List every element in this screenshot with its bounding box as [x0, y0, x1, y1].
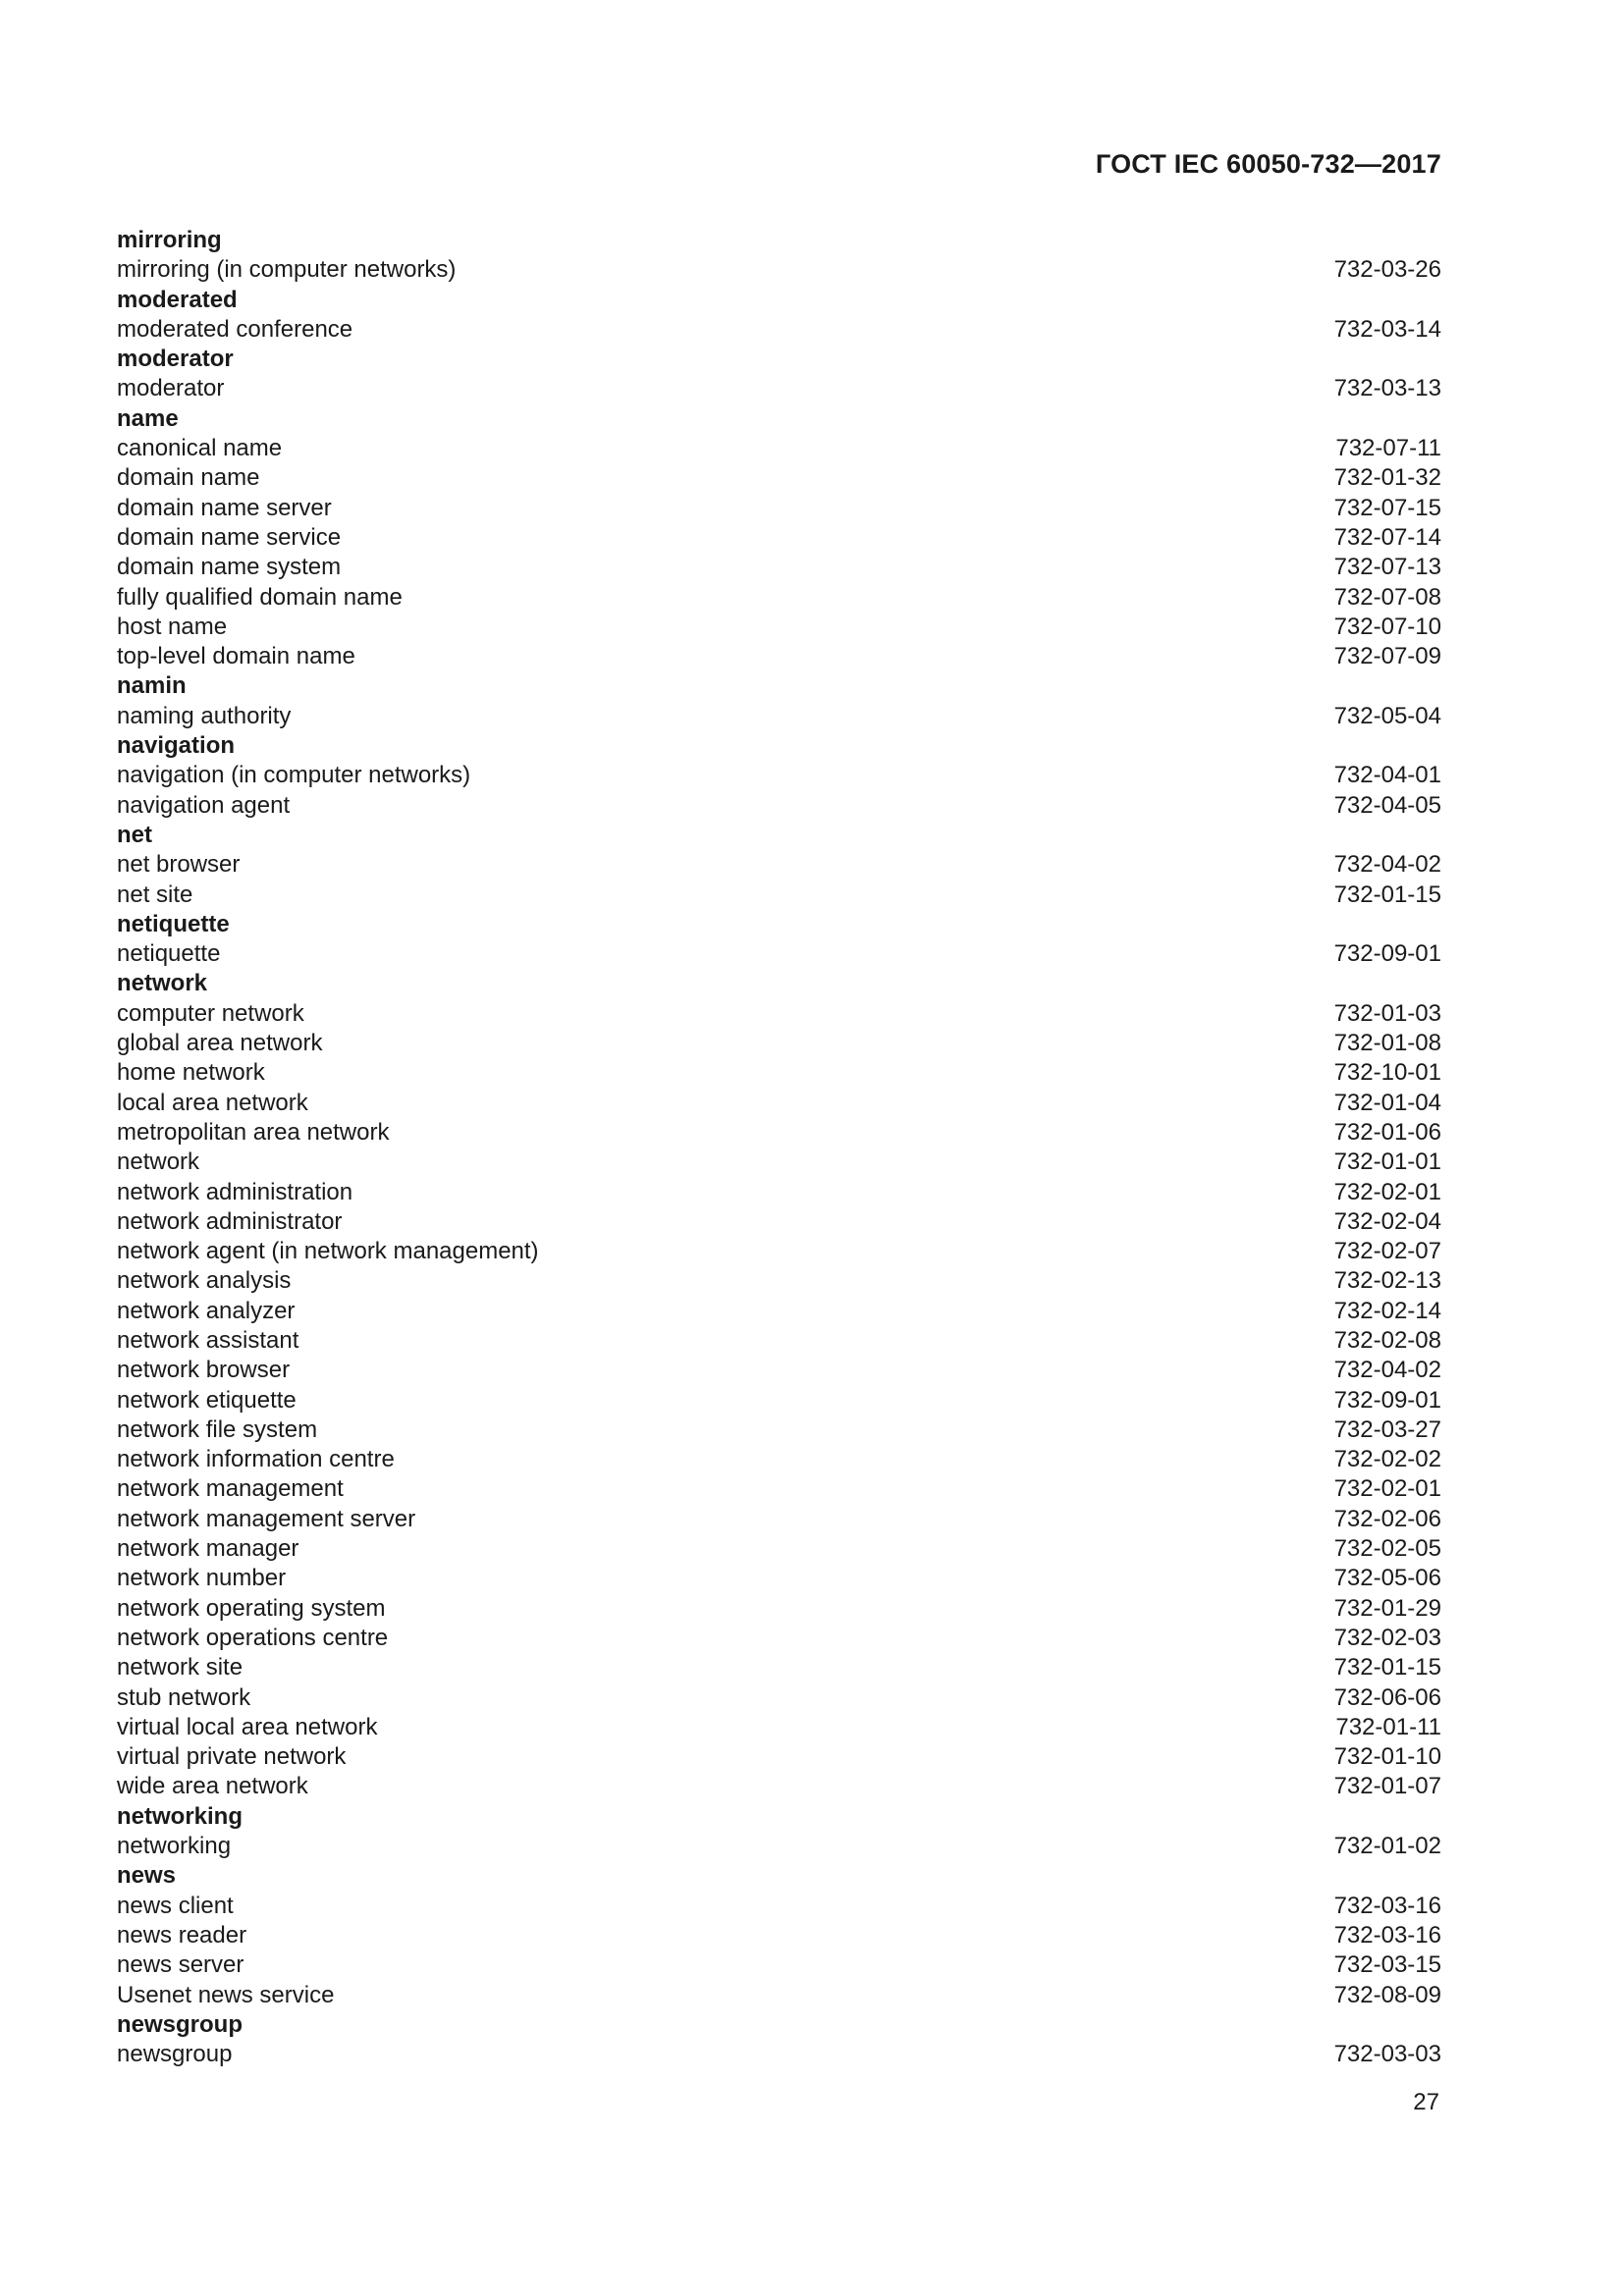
group-keyword: network [117, 970, 208, 997]
entry-reference-number: 732-07-10 [1333, 613, 1441, 640]
index-entry [117, 315, 1441, 345]
entry-reference-number: 732-01-04 [1333, 1089, 1441, 1116]
entry-term: Usenet news service [117, 1981, 335, 2008]
entry-term: network operating system [117, 1594, 386, 1622]
index-entry [117, 1981, 1441, 2010]
index-entry [117, 1892, 1441, 1921]
entry-term: network information centre [117, 1446, 395, 1473]
entry-reference-number: 732-01-15 [1333, 1654, 1441, 1682]
index-group-heading [117, 404, 1441, 434]
group-keyword: net [117, 821, 152, 848]
entry-term: top-level domain name [117, 643, 355, 670]
index-entry [117, 613, 1441, 642]
entry-reference-number: 732-04-02 [1333, 851, 1441, 879]
entry-reference-number: 732-02-01 [1333, 1178, 1441, 1205]
entry-reference-number: 732-03-14 [1333, 315, 1441, 343]
entry-reference-number: 732-09-01 [1333, 1386, 1441, 1414]
entry-reference-number: 732-02-04 [1333, 1207, 1441, 1235]
entry-term: network number [117, 1565, 287, 1592]
index-entry [117, 1742, 1441, 1772]
entry-term: network [117, 1148, 200, 1176]
index-entry [117, 2040, 1441, 2069]
group-keyword: name [117, 404, 179, 432]
index-group-heading [117, 671, 1441, 701]
index-entry [117, 1653, 1441, 1682]
entry-reference-number: 732-03-03 [1333, 2041, 1441, 2068]
index-entry [117, 1386, 1441, 1415]
entry-term: network analysis [117, 1267, 292, 1295]
entry-term: net site [117, 881, 193, 908]
index-entry [117, 1326, 1441, 1356]
index-entry [117, 1237, 1441, 1266]
index-group-heading [117, 1802, 1441, 1832]
entry-reference-number: 732-01-08 [1333, 1030, 1441, 1057]
entry-term: networking [117, 1833, 232, 1860]
index-group-heading [117, 286, 1441, 315]
index-entry [117, 1534, 1441, 1564]
index-entry [117, 761, 1441, 790]
entry-reference-number: 732-03-16 [1333, 1921, 1441, 1949]
entry-term: wide area network [117, 1773, 308, 1800]
index-group-heading [117, 2010, 1441, 2040]
entry-term: network administrator [117, 1207, 343, 1235]
index-entry [117, 374, 1441, 403]
index-entry [117, 939, 1441, 969]
entry-term: metropolitan area network [117, 1118, 390, 1146]
index-entry [117, 1029, 1441, 1058]
index-entry [117, 1445, 1441, 1474]
entry-reference-number: 732-02-05 [1333, 1535, 1441, 1563]
entry-reference-number: 732-10-01 [1333, 1059, 1441, 1087]
index-entry [117, 1089, 1441, 1118]
entry-term: canonical name [117, 435, 283, 462]
entry-reference-number: 732-02-14 [1333, 1297, 1441, 1324]
index-entry [117, 1624, 1441, 1653]
index-entry [117, 1832, 1441, 1861]
index-entry [117, 1148, 1441, 1177]
entry-reference-number: 732-09-01 [1333, 940, 1441, 968]
index-entry [117, 1683, 1441, 1713]
index-entry [117, 1415, 1441, 1445]
entry-reference-number: 732-04-05 [1333, 791, 1441, 819]
entry-reference-number: 732-01-06 [1333, 1118, 1441, 1146]
index-entry [117, 1950, 1441, 1980]
entry-reference-number: 732-04-02 [1333, 1357, 1441, 1384]
group-keyword: newsgroup [117, 2010, 244, 2038]
index-entry [117, 553, 1441, 582]
entry-reference-number: 732-02-06 [1333, 1505, 1441, 1532]
index-entry [117, 1178, 1441, 1207]
index-entry [117, 255, 1441, 285]
entry-term: newsgroup [117, 2041, 233, 2068]
index-entry [117, 1207, 1441, 1237]
index-group-heading [117, 969, 1441, 998]
entry-term: netiquette [117, 940, 221, 968]
group-keyword: moderator [117, 346, 234, 373]
entry-reference-number: 732-03-16 [1333, 1892, 1441, 1919]
index-entry [117, 1474, 1441, 1504]
index-group-heading [117, 1861, 1441, 1891]
index-entry [117, 1266, 1441, 1296]
entry-term: host name [117, 613, 228, 640]
entry-reference-number: 732-02-03 [1333, 1624, 1441, 1651]
entry-reference-number: 732-01-01 [1333, 1148, 1441, 1176]
entry-reference-number: 732-01-02 [1333, 1833, 1441, 1860]
entry-term: network agent (in network management) [117, 1238, 539, 1265]
index-group-heading [117, 226, 1441, 255]
index-entry [117, 642, 1441, 671]
entry-term: news server [117, 1951, 244, 1979]
entry-reference-number: 732-04-01 [1333, 762, 1441, 789]
index-group-heading [117, 910, 1441, 939]
group-keyword: news [117, 1862, 177, 1890]
page-number: 27 [1413, 2089, 1439, 2115]
index-entry [117, 463, 1441, 493]
group-keyword: netiquette [117, 910, 230, 937]
entry-reference-number: 732-02-07 [1333, 1238, 1441, 1265]
index-entry [117, 1594, 1441, 1624]
entry-term: network etiquette [117, 1386, 297, 1414]
group-keyword: mirroring [117, 227, 222, 253]
entry-term: naming authority [117, 702, 292, 729]
index-entry [117, 583, 1441, 613]
entry-reference-number: 732-02-01 [1333, 1475, 1441, 1503]
entry-term: mirroring (in computer networks) [117, 256, 457, 284]
entry-term: network browser [117, 1357, 291, 1384]
entry-term: network file system [117, 1415, 318, 1443]
entry-reference-number: 732-02-08 [1333, 1326, 1441, 1354]
entry-term: virtual local area network [117, 1713, 378, 1740]
entry-term: domain name [117, 464, 260, 492]
entry-reference-number: 732-07-13 [1333, 554, 1441, 581]
entry-term: fully qualified domain name [117, 583, 403, 611]
entry-reference-number: 732-01-10 [1333, 1743, 1441, 1771]
entry-term: network analyzer [117, 1297, 296, 1324]
index-entry [117, 1058, 1441, 1088]
index-entry [117, 791, 1441, 821]
entry-term: network management server [117, 1505, 416, 1532]
index-entry [117, 1921, 1441, 1950]
group-keyword: networking [117, 1802, 244, 1830]
entry-term: navigation (in computer networks) [117, 762, 471, 789]
term-index-list [117, 226, 1441, 2069]
entry-reference-number: 732-07-15 [1333, 494, 1441, 521]
index-entry [117, 1118, 1441, 1148]
entry-reference-number: 732-02-13 [1333, 1267, 1441, 1295]
entry-term: network operations centre [117, 1624, 389, 1651]
entry-reference-number: 732-03-27 [1333, 1415, 1441, 1443]
entry-reference-number: 732-01-03 [1333, 999, 1441, 1027]
entry-term: network management [117, 1475, 344, 1503]
group-keyword: navigation [117, 732, 236, 760]
entry-reference-number: 732-01-32 [1333, 464, 1441, 492]
entry-reference-number: 732-07-11 [1335, 435, 1441, 462]
index-entry [117, 850, 1441, 880]
entry-term: moderated conference [117, 315, 353, 343]
index-entry [117, 999, 1441, 1029]
entry-reference-number: 732-06-06 [1333, 1683, 1441, 1711]
entry-reference-number: 732-01-11 [1335, 1713, 1441, 1740]
index-entry [117, 1297, 1441, 1326]
entry-reference-number: 732-03-26 [1333, 256, 1441, 284]
index-entry [117, 1564, 1441, 1593]
index-group-heading [117, 731, 1441, 761]
entry-term: net browser [117, 851, 241, 879]
entry-reference-number: 732-03-13 [1333, 375, 1441, 402]
entry-term: domain name system [117, 554, 342, 581]
index-group-heading [117, 821, 1441, 850]
entry-term: network manager [117, 1535, 299, 1563]
entry-reference-number: 732-07-14 [1333, 523, 1441, 551]
entry-reference-number: 732-07-08 [1333, 583, 1441, 611]
index-entry [117, 881, 1441, 910]
index-entry [117, 1772, 1441, 1801]
entry-term: network assistant [117, 1326, 299, 1354]
entry-term: global area network [117, 1030, 323, 1057]
entry-term: home network [117, 1059, 265, 1087]
entry-term: navigation agent [117, 791, 291, 819]
index-group-heading [117, 345, 1441, 374]
entry-term: moderator [117, 375, 225, 402]
index-entry [117, 1356, 1441, 1385]
entry-reference-number: 732-03-15 [1333, 1951, 1441, 1979]
index-entry [117, 434, 1441, 463]
document-header: ГОСТ IEC 60050-732—2017 [1095, 149, 1441, 179]
entry-term: local area network [117, 1089, 308, 1116]
entry-term: news reader [117, 1921, 247, 1949]
index-entry [117, 702, 1441, 731]
entry-term: domain name service [117, 523, 342, 551]
entry-term: news client [117, 1892, 234, 1919]
entry-term: domain name server [117, 494, 332, 521]
index-entry [117, 1505, 1441, 1534]
entry-term: network site [117, 1654, 244, 1682]
index-entry [117, 523, 1441, 553]
entry-term: virtual private network [117, 1743, 347, 1771]
entry-reference-number: 732-08-09 [1333, 1981, 1441, 2008]
group-keyword: namin [117, 672, 187, 700]
index-entry [117, 494, 1441, 523]
group-keyword: moderated [117, 286, 238, 313]
entry-term: network administration [117, 1178, 353, 1205]
entry-reference-number: 732-05-04 [1333, 702, 1441, 729]
entry-reference-number: 732-01-29 [1333, 1594, 1441, 1622]
entry-reference-number: 732-05-06 [1333, 1565, 1441, 1592]
entry-reference-number: 732-02-02 [1333, 1446, 1441, 1473]
index-entry [117, 1713, 1441, 1742]
entry-term: computer network [117, 999, 304, 1027]
entry-reference-number: 732-01-07 [1333, 1773, 1441, 1800]
entry-reference-number: 732-01-15 [1333, 881, 1441, 908]
entry-reference-number: 732-07-09 [1333, 643, 1441, 670]
entry-term: stub network [117, 1683, 251, 1711]
